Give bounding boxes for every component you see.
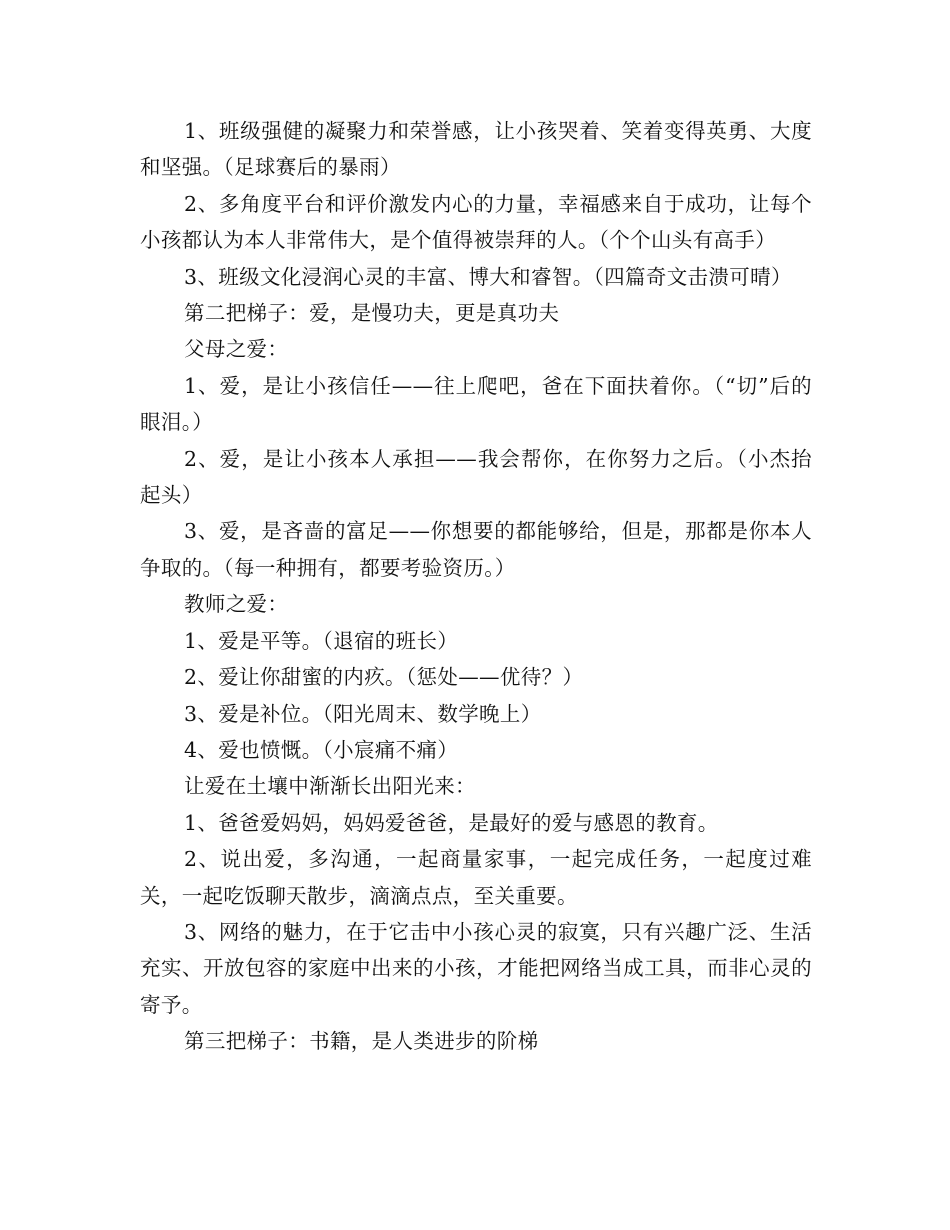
subsection-heading: 让爱在土壤中渐渐长出阳光来： xyxy=(184,774,476,799)
paragraph: 3、班级文化浸润心灵的丰富、博大和睿智。（四篇奇文击溃可晴） xyxy=(184,264,792,289)
paragraph: 2、爱让你甜蜜的内疚。（惩处——优待？） xyxy=(184,665,584,690)
paragraph: 1、爱，是让小孩信任——往上爬吧，爸在下面扶着你。（“切”后的眼泪。） xyxy=(140,373,812,435)
paragraph: 3、网络的魅力，在于它击中小孩心灵的寂寞，只有兴趣广泛、生活充实、开放包容的家庭中出来的小孩，才能把网络当成工具，而非心灵的寄予。 xyxy=(140,919,812,1017)
paragraph: 2、爱，是让小孩本人承担——我会帮你，在你努力之后。（小杰抬起头） xyxy=(140,446,812,508)
paragraph: 2、多角度平台和评价激发内心的力量，幸福感来自于成功，让每个小孩都认为本人非常伟大，是个值得被崇拜的人。（个个山头有高手） xyxy=(140,191,812,253)
document-body xyxy=(140,113,812,1060)
paragraph: 3、爱，是吝啬的富足——你想要的都能够给，但是，那都是你本人争取的。（每一种拥有，都要考验资历。） xyxy=(140,519,812,580)
section-heading: 第二把梯子：爱，是慢功夫，更是真功夫 xyxy=(184,301,560,326)
section-heading: 第三把梯子：书籍，是人类进步的阶梯 xyxy=(184,1029,539,1054)
paragraph: 1、爱是平等。（退宿的班长） xyxy=(184,628,459,653)
paragraph: 2、说出爱，多沟通，一起商量家事，一起完成任务，一起度过难关，一起吃饭聊天散步，滴滴点点，至关重要。 xyxy=(140,847,812,908)
paragraph: 1、爸爸爱妈妈，妈妈爱爸爸，是最好的爱与感恩的教育。 xyxy=(184,810,719,835)
paragraph: 1、班级强健的凝聚力和荣誉感，让小孩哭着、笑着变得英勇、大度和坚强。（足球赛后的暴雨） xyxy=(140,119,812,180)
subsection-heading: 父母之爱： xyxy=(184,337,289,362)
paragraph: 4、爱也愤慨。（小宸痛不痛） xyxy=(184,737,459,762)
subsection-heading: 教师之爱： xyxy=(184,592,289,617)
paragraph: 3、爱是补位。（阳光周末、数学晚上） xyxy=(184,701,542,726)
